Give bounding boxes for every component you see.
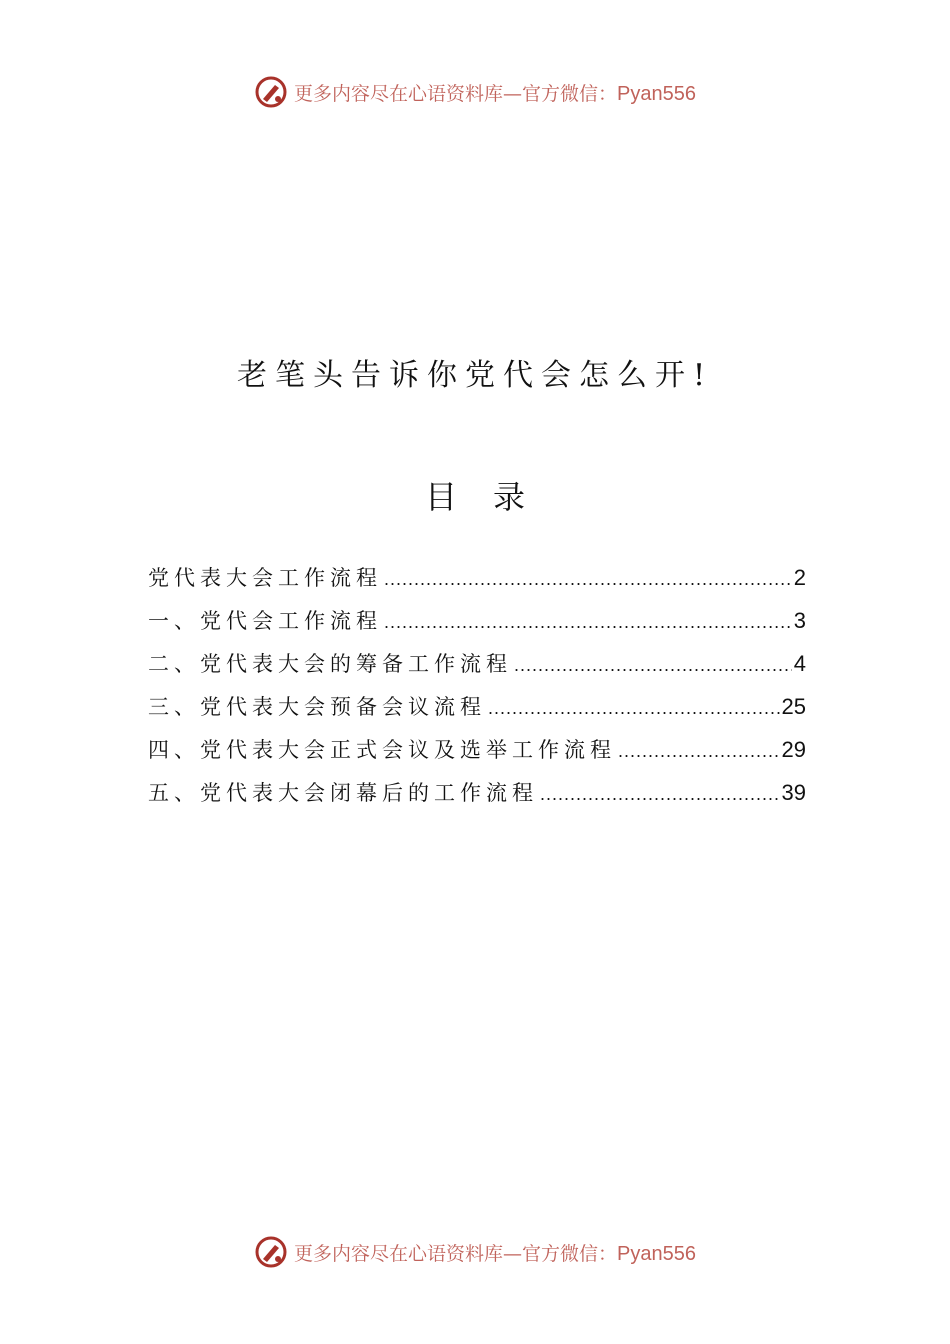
toc-entry-page: 29	[781, 737, 806, 762]
toc-heading: 目录	[424, 478, 561, 516]
toc-entry-page: 2	[793, 565, 806, 590]
toc-leader-dots	[540, 784, 780, 805]
toc-leader-dots	[384, 569, 792, 590]
pen-nib-logo-icon	[254, 75, 288, 109]
toc-entry[interactable]	[148, 777, 806, 820]
toc-entry-label: 四、党代表大会正式会议及选举工作流程	[148, 738, 616, 762]
header-watermark	[0, 72, 950, 112]
toc-leader-dots	[488, 698, 780, 719]
watermark-text	[294, 1239, 696, 1266]
footer-watermark	[0, 1232, 950, 1272]
watermark-label: 更多内容尽在心语资料库—官方微信：	[294, 1242, 618, 1265]
watermark-wechat-id: Pyan556	[617, 1242, 696, 1265]
table-of-contents	[148, 562, 806, 820]
toc-entry-page: 3	[793, 608, 806, 633]
toc-entry[interactable]	[148, 605, 806, 648]
toc-entry-label: 二、党代表大会的筹备工作流程	[148, 652, 512, 676]
toc-entry[interactable]	[148, 734, 806, 777]
watermark-label: 更多内容尽在心语资料库—官方微信：	[294, 82, 618, 105]
toc-entry[interactable]	[148, 562, 806, 605]
toc-leader-dots	[618, 741, 780, 762]
document-title: 老笔头告诉你党代会怎么开!	[236, 358, 714, 393]
toc-entry-page: 25	[781, 694, 806, 719]
toc-entry-page: 4	[793, 651, 806, 676]
watermark-wechat-id: Pyan556	[617, 82, 696, 105]
toc-entry-label: 党代表大会工作流程	[148, 566, 382, 590]
watermark-text	[294, 79, 696, 106]
toc-entry[interactable]	[148, 648, 806, 691]
toc-leader-dots	[384, 612, 792, 633]
toc-leader-dots	[514, 655, 792, 676]
toc-entry[interactable]	[148, 691, 806, 734]
toc-entry-page: 39	[781, 780, 806, 805]
toc-entry-label: 五、党代表大会闭幕后的工作流程	[148, 781, 538, 805]
pen-nib-logo-icon	[254, 1235, 288, 1269]
toc-entry-label: 三、党代表大会预备会议流程	[148, 695, 486, 719]
toc-entry-label: 一、党代会工作流程	[148, 609, 382, 633]
